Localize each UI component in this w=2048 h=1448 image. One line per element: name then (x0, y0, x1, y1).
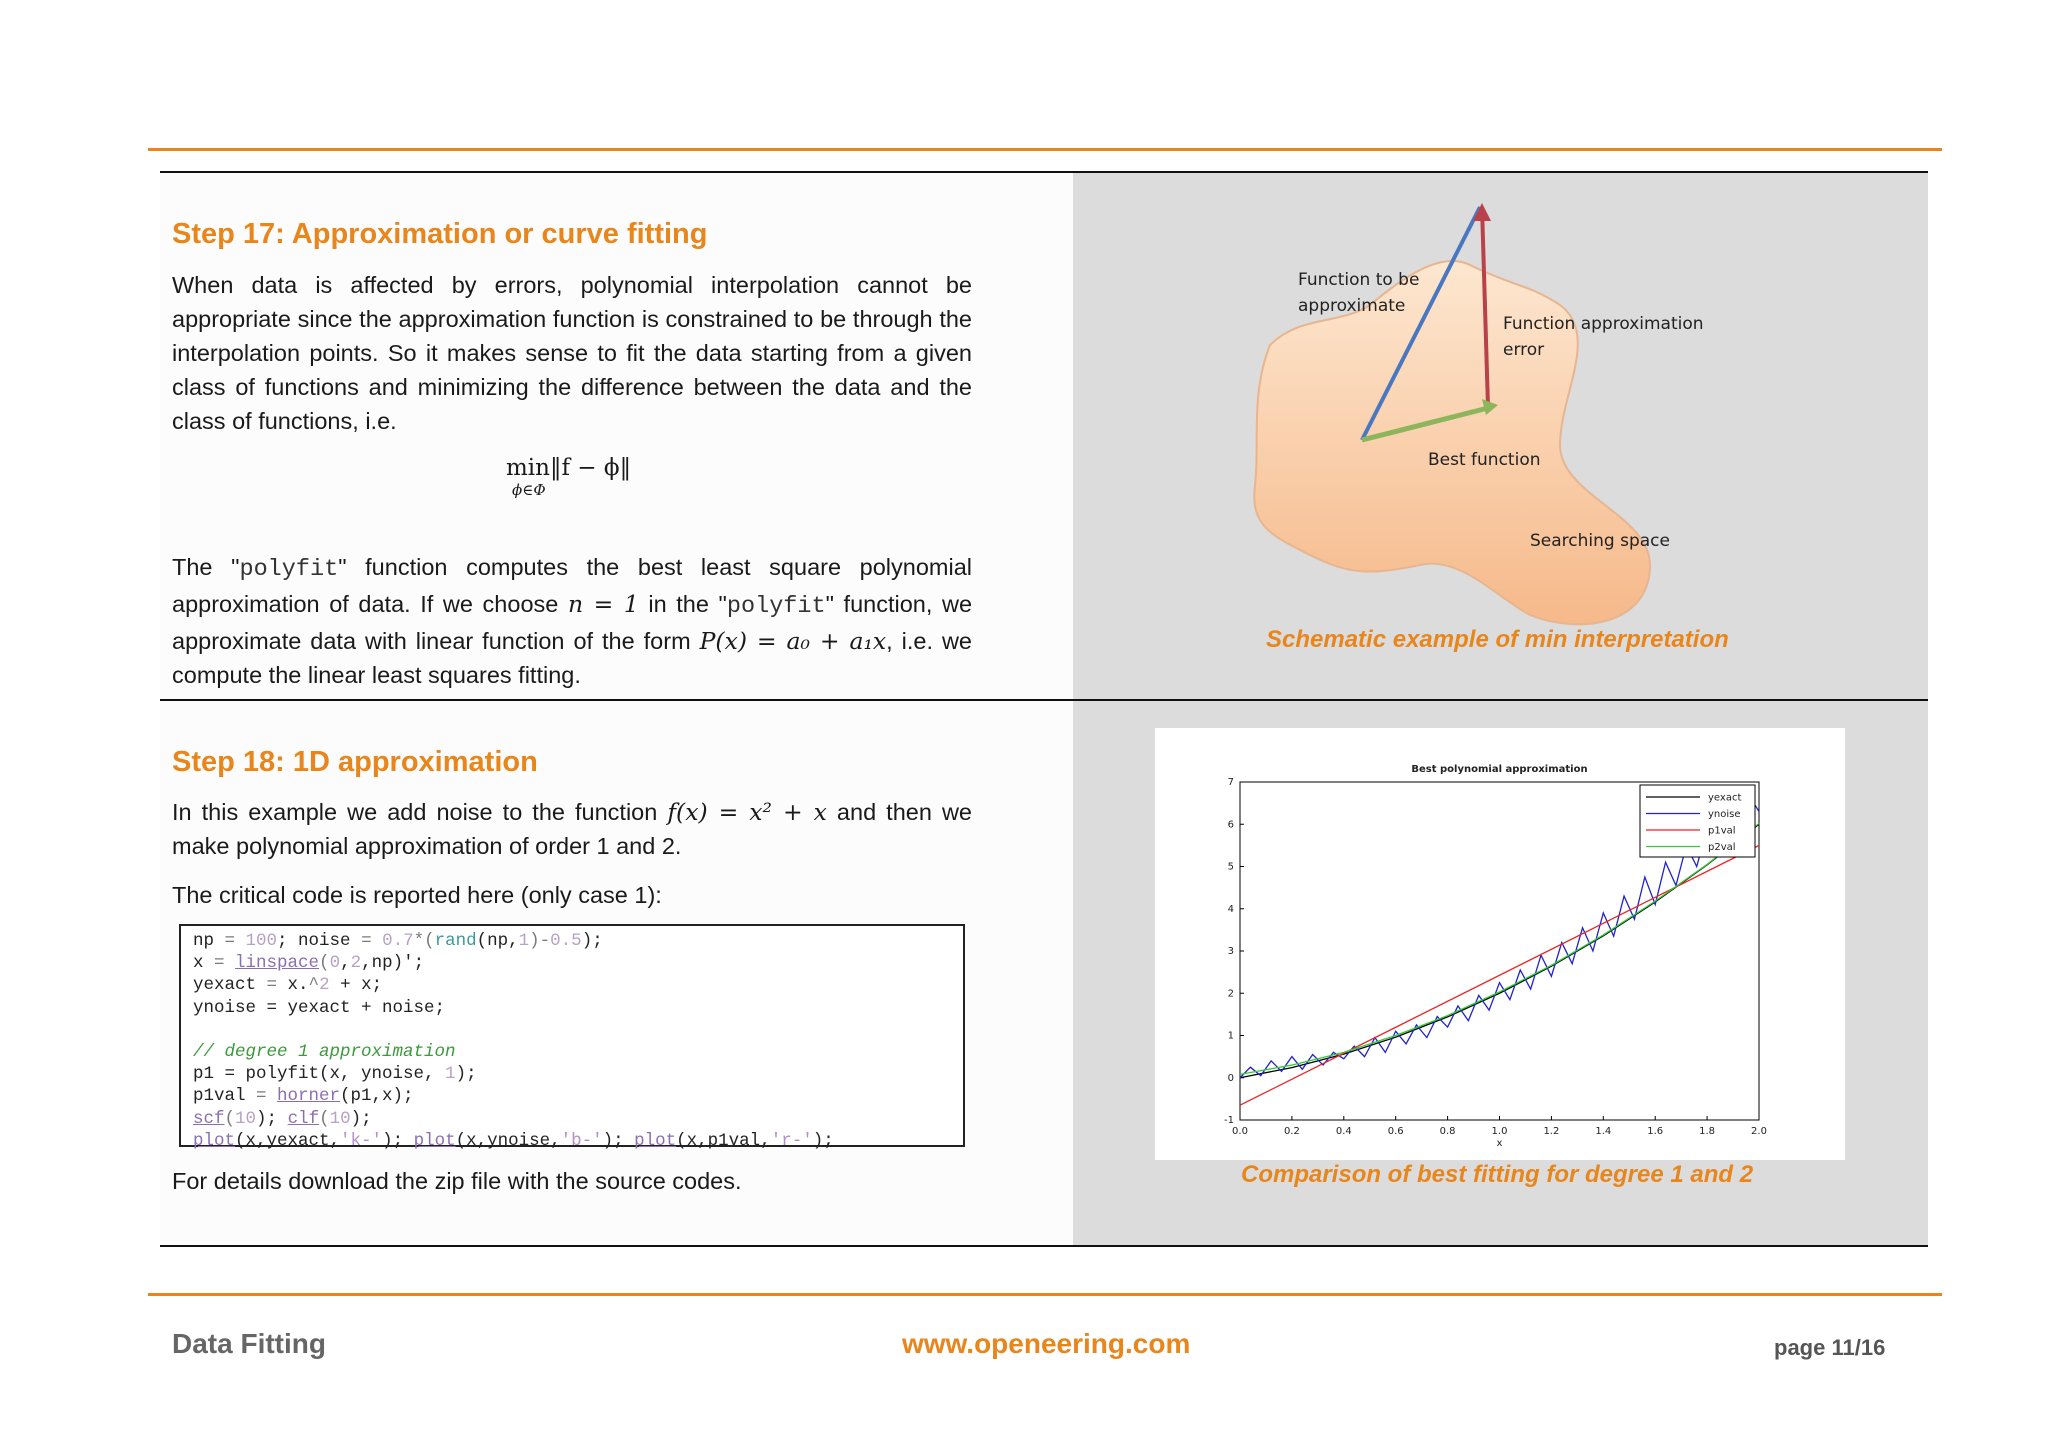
x-tick-label: 0.6 (1387, 1126, 1404, 1137)
x-tick-label: 1.2 (1543, 1126, 1560, 1137)
x-tick-label: 0.4 (1335, 1126, 1352, 1137)
series-line-p2val (1240, 823, 1759, 1074)
series-line-yexact (1240, 824, 1759, 1078)
y-tick-label: 5 (1227, 861, 1234, 873)
code-line: ynoise = yexact + noise; (193, 997, 446, 1018)
x-tick-label: 0.2 (1283, 1126, 1300, 1137)
step18-paragraph-1 (172, 795, 972, 863)
step18-title: Step 18: 1D approximation (172, 746, 538, 778)
y-tick-label: 2 (1227, 988, 1234, 1000)
code-line: plot(x,yexact,'k-'); plot(x,ynoise,'b-'); plot(x,p1val,'r-'); (193, 1130, 834, 1151)
s18-text-b: and then we make polynomial approximation of order 1 and 2. (172, 799, 972, 859)
code-line: np = 100; noise = 0.7*(rand(np,1)-0.5); (193, 931, 603, 951)
x-tick-label: 0.0 (1232, 1126, 1248, 1137)
p2-text-b: " function computes the best least square polynomial approximation of data. If we choose (172, 554, 972, 617)
footer-page-number: page 11/16 (1774, 1335, 1886, 1360)
step18-paragraph-2: The critical code is reported here (only case 1): (172, 882, 662, 908)
x-tick-label: 1.6 (1647, 1126, 1664, 1137)
x-axis-label: x (1496, 1138, 1503, 1149)
code-line-blank (193, 1019, 951, 1041)
p2-text-d: " function, we approximate data with linear function of the form (172, 591, 973, 654)
label-error-line2: error (1503, 340, 1545, 360)
polyfit-code-2: polyfit (726, 593, 826, 620)
footer-orange-rule (148, 1293, 1942, 1296)
n-equals-1-math: n = 1 (567, 590, 639, 618)
function-math: f(x) = x² + x (667, 798, 827, 826)
x-tick-label: 1.4 (1595, 1126, 1612, 1137)
step18-paragraph-3: For details download the zip file with the source codes. (172, 1168, 742, 1194)
code-line: p1val = horner(p1,x); (193, 1086, 414, 1107)
y-tick-label: 3 (1227, 946, 1234, 957)
chart-caption: Comparison of best fitting for degree 1 and 2 (1241, 1161, 1754, 1188)
label-function-line2: approximate (1298, 296, 1406, 316)
code-line: x = linspace(0,2,np)'; (193, 953, 425, 974)
footer-website-link[interactable]: www.openeering.com (902, 1328, 1191, 1359)
x-tick-label: 1.8 (1699, 1126, 1716, 1137)
y-tick-label: -1 (1224, 1115, 1234, 1126)
code-block (179, 924, 965, 1151)
y-tick-label: 7 (1227, 777, 1234, 788)
y-tick-label: 4 (1227, 903, 1234, 915)
x-tick-label: 2.0 (1751, 1126, 1767, 1137)
y-tick-label: 1 (1227, 1030, 1234, 1042)
formula-main: min‖f − ϕ‖ (506, 455, 632, 481)
y-tick-label: 6 (1227, 819, 1234, 831)
legend-label-p1val: p1val (1708, 825, 1736, 837)
code-line: scf(10); clf(10); (193, 1108, 372, 1129)
schematic-figure (1230, 195, 1730, 635)
label-best-function: Best function (1428, 450, 1541, 470)
x-tick-label: 1.0 (1491, 1126, 1508, 1137)
fit-chart (1155, 728, 1845, 1160)
label-function-line1: Function to be (1298, 270, 1420, 290)
formula-subscript: ϕ∈Φ (512, 481, 546, 499)
legend-label-yexact: yexact (1708, 792, 1742, 804)
step17-title: Step 17: Approximation or curve fitting (172, 218, 708, 250)
series-line-p1val (1240, 845, 1759, 1105)
chart-title: Best polynomial approximation (1411, 764, 1588, 775)
step17-paragraph-1: When data is affected by errors, polynomial interpolation cannot be appropriate since the approximation function is constrained to be through the interpolation points. So it makes sense to fit the data starting from a given class of functions and minimizing the difference between the data and the class of functions, i.e. (172, 272, 972, 434)
x-tick-label: 0.8 (1439, 1126, 1456, 1137)
code-comment: // degree 1 approximation (193, 1041, 456, 1062)
s18-text-a: In this example we add noise to the function (172, 799, 668, 825)
legend-label-p2val: p2val (1708, 842, 1736, 853)
min-formula (506, 455, 632, 499)
footer-title: Data Fitting (172, 1328, 326, 1359)
schematic-caption: Schematic example of min interpretation (1266, 626, 1729, 653)
step17-paragraph-2 (172, 550, 972, 692)
polyfit-code-1: polyfit (239, 556, 339, 583)
p2-text-a: The " (172, 554, 240, 580)
section-bottom-rule (160, 1245, 1928, 1247)
label-searching-space: Searching space (1530, 531, 1670, 551)
header-orange-rule (148, 148, 1942, 151)
linear-form-math: P(x) = a₀ + a₁x (699, 627, 887, 655)
y-tick-label: 0 (1227, 1072, 1234, 1084)
label-error-line1: Function approximation (1503, 314, 1704, 334)
code-line: yexact = x.^2 + x; (193, 975, 383, 996)
legend-label-ynoise: ynoise (1708, 809, 1741, 820)
code-line: p1 = polyfit(x, ynoise, 1); (193, 1064, 477, 1085)
p2-text-c: in the " (638, 591, 727, 617)
p2-text-e: , i.e. we compute the linear least squares fitting. (172, 628, 973, 688)
fit-chart-svg (1155, 728, 1845, 1160)
